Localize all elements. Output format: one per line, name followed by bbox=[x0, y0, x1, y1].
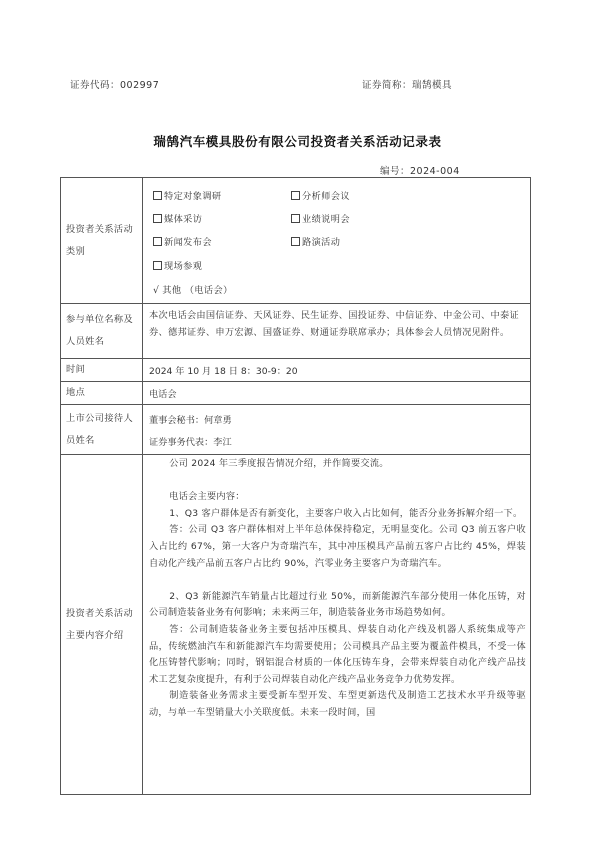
check-mark-icon[interactable]: √ bbox=[153, 285, 160, 296]
option-media-interview[interactable]: 媒体采访 bbox=[153, 211, 202, 225]
answer-2: 答：公司制造装备业务主要包括冲压模具、焊装自动化产线及机器人系统集成等产品，传统燃油汽车和新能源汽车均需要使用；公司模具产品主要为覆盖件模具，不受一体化压铸替代影响；同时，钢铝混合材质的一体化压铸车身，会带来焊装自动化产线产品技术工艺复杂度提升，有利于公司焊装自动化产线产品业务竞争力优势发挥。 bbox=[149, 623, 526, 685]
record-table bbox=[60, 177, 531, 795]
row-location bbox=[61, 382, 531, 405]
reception-person-representative: 证券事务代表：李江 bbox=[149, 437, 232, 448]
option-earnings-briefing[interactable]: 业绩说明会 bbox=[291, 211, 350, 225]
option-specific-research[interactable]: 特定对象调研 bbox=[153, 188, 222, 202]
checkbox-empty-icon[interactable] bbox=[291, 237, 300, 246]
main-content-value bbox=[143, 455, 531, 795]
option-press-conference[interactable]: 新闻发布会 bbox=[153, 234, 212, 248]
row-time bbox=[61, 359, 531, 382]
stock-abbreviation: 证券简称：瑞鹄模具 bbox=[362, 80, 453, 91]
label-reception: 上市公司接待人员姓名 bbox=[61, 405, 143, 455]
row-participants bbox=[61, 304, 531, 359]
row-main-content bbox=[61, 455, 531, 795]
label-main-content: 投资者关系活动主要内容介绍 bbox=[61, 455, 143, 795]
participants-value: 本次电话会由国信证券、天风证券、民生证券、国投证券、中信证券、中金公司、中泰证券、德邦证券、申万宏源、国盛证券、财通证券联席承办；具体参会人员情况见附件。 bbox=[143, 304, 531, 359]
checkbox-empty-icon[interactable] bbox=[153, 191, 162, 200]
label-location: 地点 bbox=[61, 382, 143, 405]
answer-1: 答：公司 Q3 客户群体相对上半年总体保持稳定，无明显变化。公司 Q3 前五客户收入占比约 67%，第一大客户为奇瑞汽车，其中冲压模具产品前五客户占比约 45%，焊装自动化产线产品前五客户占比约 90%，汽零业务主要客户为奇瑞汽车。 bbox=[149, 524, 526, 569]
label-participants: 参与单位名称及人员姓名 bbox=[61, 304, 143, 359]
label-activity-category: 投资者关系活动类别 bbox=[61, 178, 143, 304]
checkbox-empty-icon[interactable] bbox=[153, 261, 162, 270]
row-reception bbox=[61, 405, 531, 455]
stock-code: 证券代码：002997 bbox=[70, 80, 160, 91]
option-site-visit[interactable]: 现场参观 bbox=[153, 258, 202, 272]
option-other[interactable]: √ 其他 （电话会） bbox=[153, 285, 233, 296]
reception-value bbox=[143, 405, 531, 455]
activity-category-options bbox=[143, 178, 531, 304]
question-1: 1、Q3 客户群体是否有新变化，主要客户收入占比如何，能否分业务拆解介绍一下。 bbox=[169, 507, 523, 519]
document-title: 瑞鹄汽车模具股份有限公司投资者关系活动记录表 bbox=[153, 134, 442, 149]
content-intro: 公司 2024 年三季度报告情况介绍，并作简要交流。 bbox=[169, 458, 389, 469]
checkbox-empty-icon[interactable] bbox=[291, 214, 300, 223]
question-2: 2、Q3 新能源汽车销量占比超过行业 50%，而新能源汽车部分使用一体化压铸，对公司制造装备业务有何影响；未来两三年，制造装备业务市场趋势如何。 bbox=[149, 590, 526, 619]
location-value: 电话会 bbox=[143, 382, 531, 405]
option-analyst-meeting[interactable]: 分析师会议 bbox=[291, 188, 350, 202]
option-roadshow[interactable]: 路演活动 bbox=[291, 234, 340, 248]
answer-2-continued: 制造装备业务需求主要受新车型开发、车型更新迭代及制造工艺技术水平升级等驱动，与单一车型销量大小关联度低。未来一段时间，国 bbox=[149, 690, 526, 718]
label-time: 时间 bbox=[61, 359, 143, 382]
row-activity-category bbox=[61, 178, 531, 304]
time-value: 2024 年 10 月 18 日 8：30-9：20 bbox=[143, 359, 531, 382]
document-number: 编号：2024-004 bbox=[380, 166, 460, 177]
content-heading: 电话会主要内容： bbox=[169, 491, 245, 503]
checkbox-empty-icon[interactable] bbox=[291, 191, 300, 200]
checkbox-empty-icon[interactable] bbox=[153, 237, 162, 246]
checkbox-empty-icon[interactable] bbox=[153, 214, 162, 223]
reception-person-secretary: 董事会秘书：何章勇 bbox=[149, 415, 232, 426]
